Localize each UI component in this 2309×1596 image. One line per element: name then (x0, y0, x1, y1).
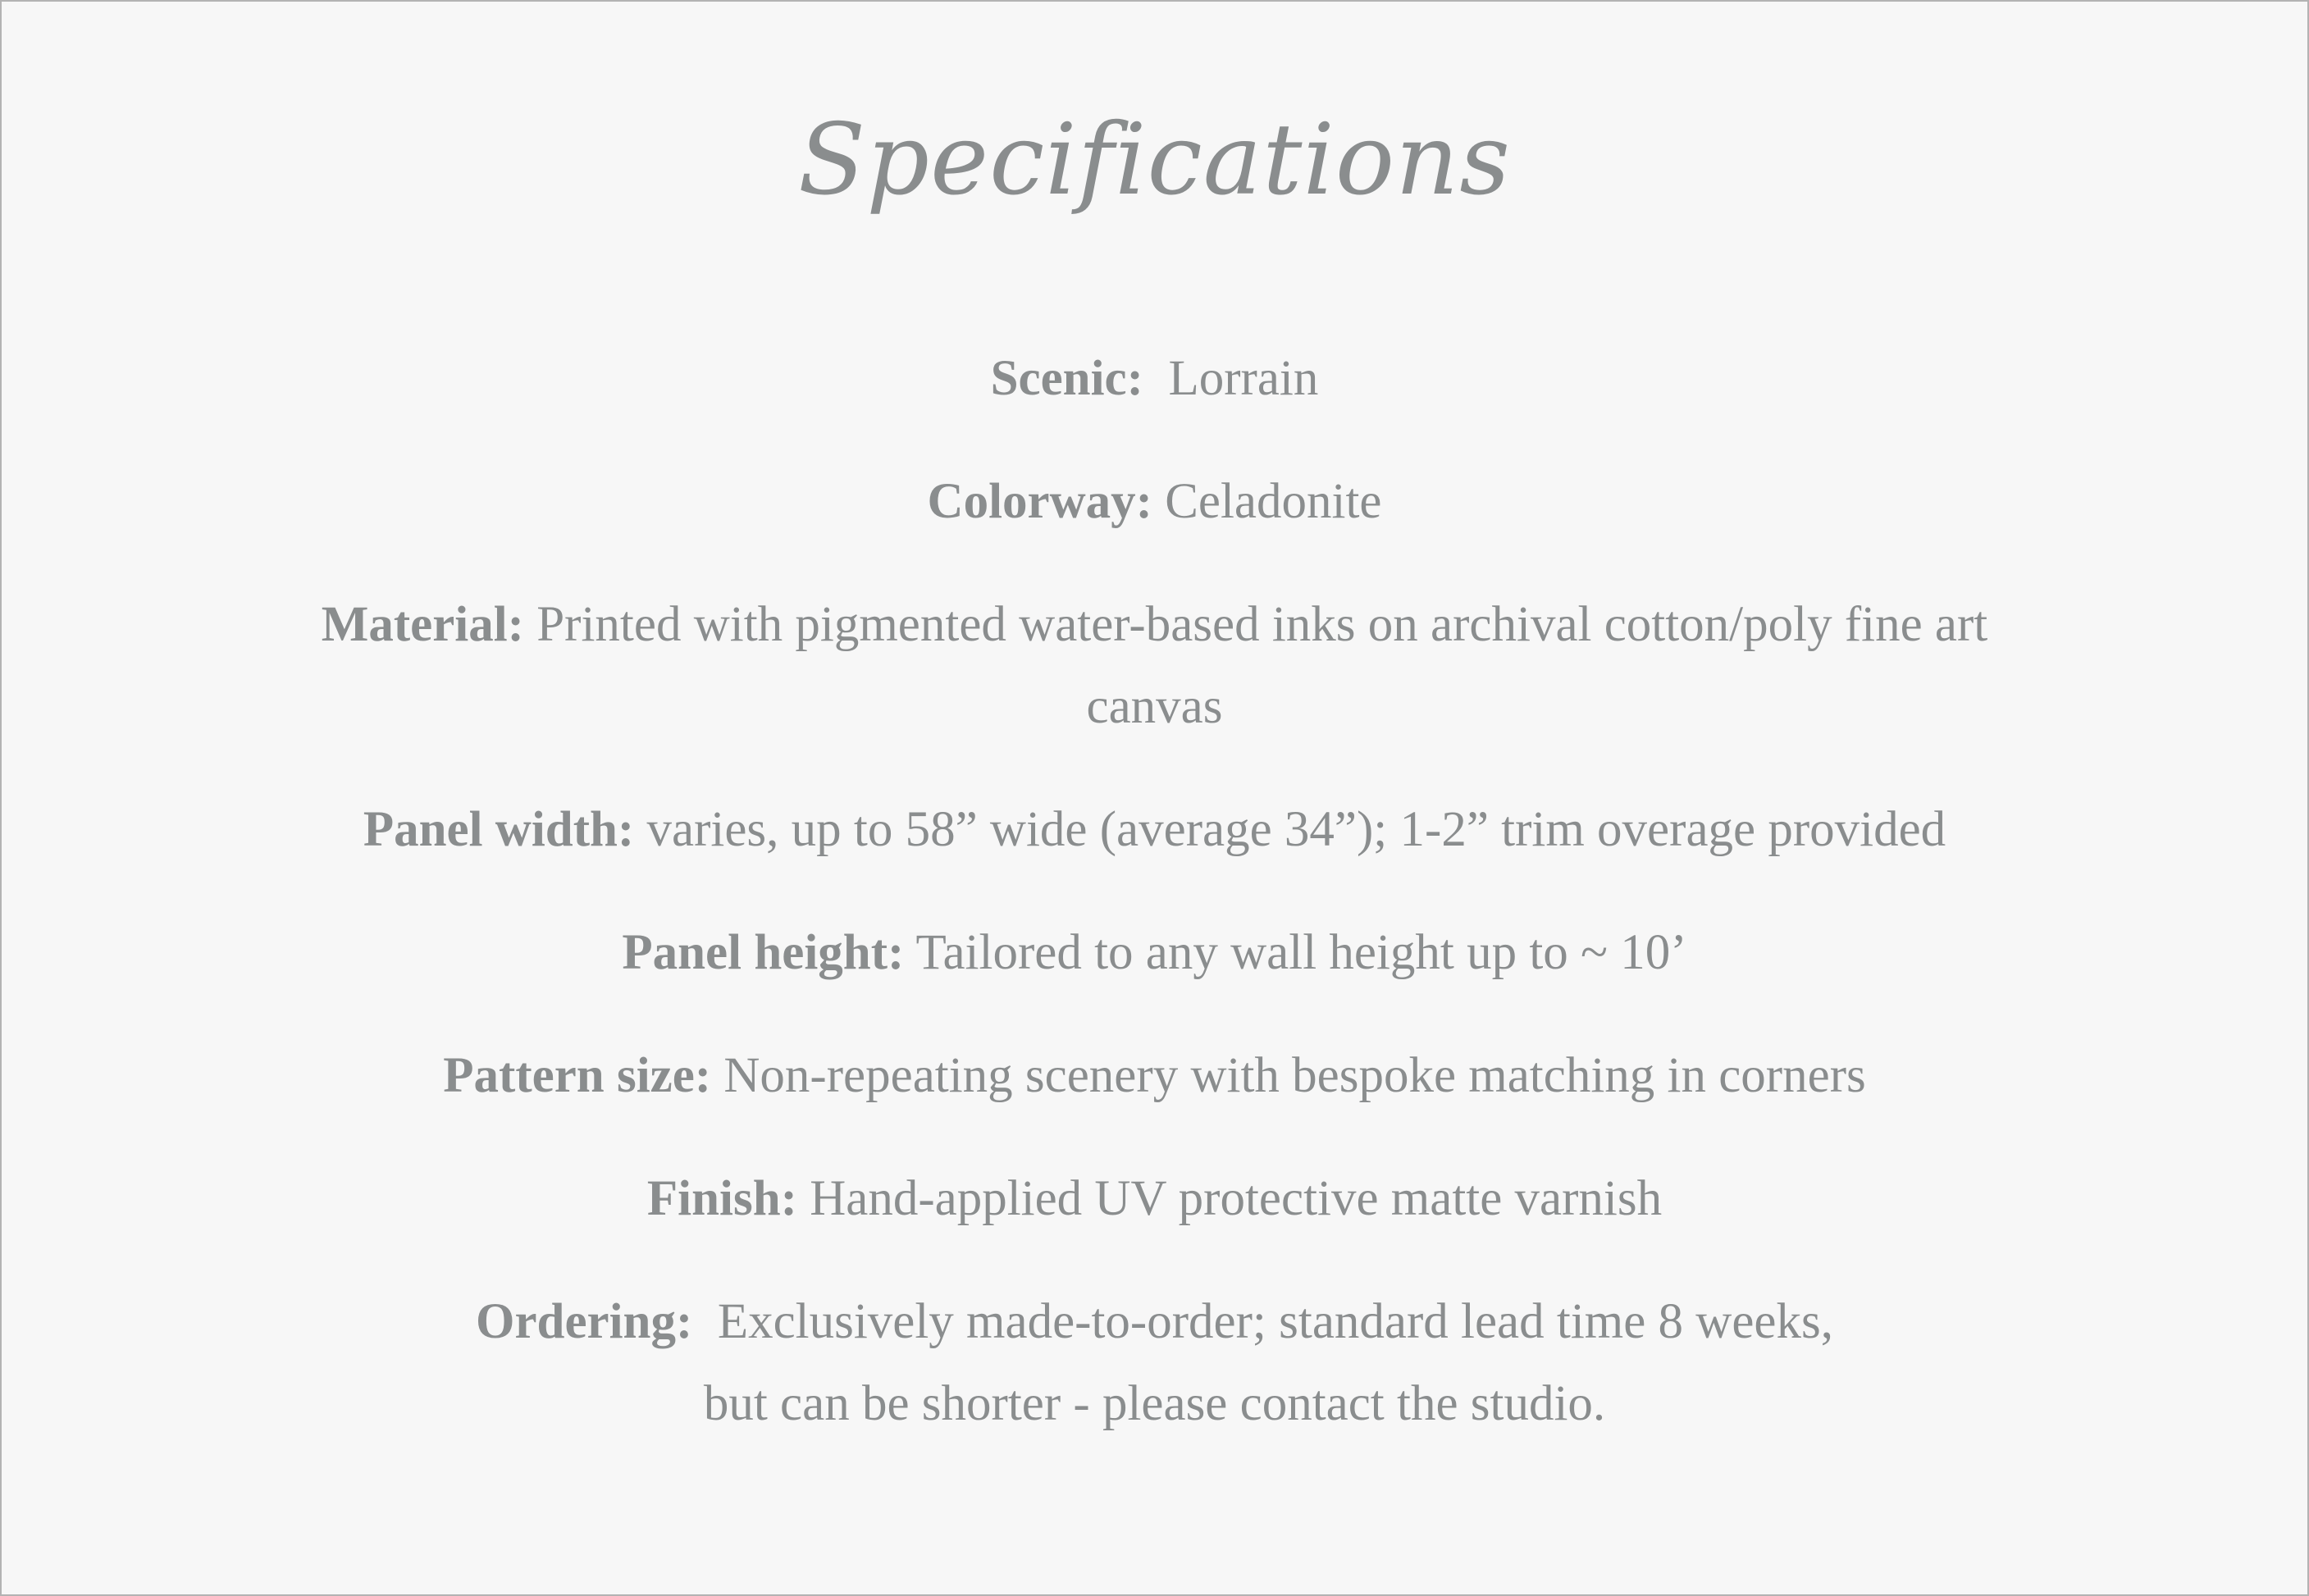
spec-row-panel-height (166, 912, 2143, 994)
spec-value: Non-repeating scenery with bespoke matching in corners (723, 1048, 1866, 1103)
spec-label: Ordering: (476, 1294, 693, 1349)
spec-list (166, 338, 2143, 1486)
spec-label: Panel width: (363, 802, 635, 857)
spec-row-finish (166, 1158, 2143, 1240)
spec-value: Celadonite (1165, 474, 1382, 529)
spec-value: Exclusively made-to-order; standard lead time 8 weeks, (717, 1294, 1833, 1349)
spec-label: Finish: (646, 1171, 797, 1226)
spec-row-scenic (166, 338, 2143, 420)
spec-label: Colorway: (927, 474, 1152, 529)
spec-value: Hand-applied UV protective matte varnish (810, 1171, 1663, 1226)
spec-label: Pattern size: (443, 1048, 712, 1103)
spec-label: Scenic: (990, 351, 1143, 406)
page-title: Specifications (798, 103, 1511, 217)
spec-value-continued: but can be shorter - please contact the studio. (703, 1376, 1606, 1431)
spec-row-pattern-size (166, 1035, 2143, 1117)
spec-label: Panel height: (622, 925, 905, 980)
spec-label: Material: (321, 597, 524, 652)
spec-row-colorway (166, 461, 2143, 543)
spec-row-material (166, 584, 2143, 748)
spec-value: varies, up to 58” wide (average 34”); 1-2” trim overage provided (646, 802, 1946, 857)
spec-row-panel-width (166, 789, 2143, 871)
spec-value: Printed with pigmented water-based inks on archival cotton/poly fine art canvas (536, 597, 1988, 734)
spec-row-ordering (166, 1281, 2143, 1445)
spec-value: Lorrain (1168, 351, 1319, 406)
spec-value: Tailored to any wall height up to ~ 10’ (915, 925, 1687, 980)
